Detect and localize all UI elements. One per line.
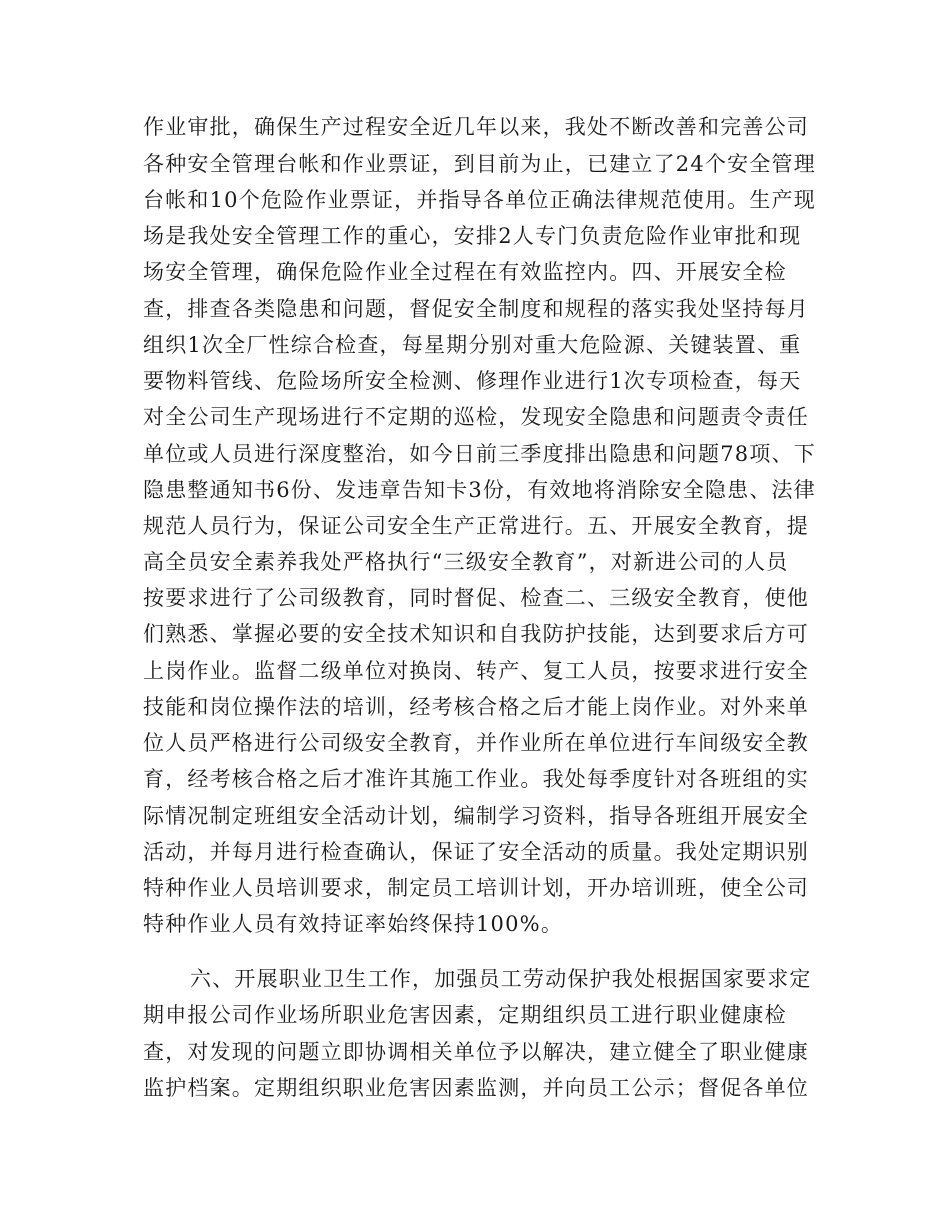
text-line: 查，对发现的问题立即协调相关单位予以解决，建立健全了职业健康: [143, 1040, 809, 1064]
text-line: 隐患整通知书6份、发违章告知卡3份，有效地将消除安全隐患、法律: [143, 478, 816, 502]
text-line: 组织1次全厂性综合检查，每星期分别对重大危险源、关键装置、重: [143, 333, 802, 357]
text-line: 场是我处安全管理工作的重心，安排2人专门负责危险作业审批和现: [143, 224, 802, 248]
text-line: 规范人员行为，保证公司安全生产正常进行。五、开展安全教育，提: [143, 514, 809, 538]
text-line: 要物料管线、危险场所安全检测、修理作业进行1次专项检查，每天: [143, 369, 802, 393]
text-line: 期申报公司作业场所职业危害因素，定期组织员工进行职业健康检: [143, 1003, 787, 1027]
text-line: 台帐和10个危险作业票证，并指导各单位正确法律规范使用。生产现: [143, 188, 816, 212]
text-line: 们熟悉、掌握必要的安全技术知识和自我防护技能，达到要求后方可: [143, 622, 809, 646]
text-line: 特种作业人员培训要求，制定员工培训计划，开办培训班，使全公司: [143, 876, 809, 900]
paragraph-first-line: 六、开展职业卫生工作，加强员工劳动保护我处根据国家要求定: [190, 967, 812, 991]
text-line: 场安全管理，确保危险作业全过程在有效监控内。四、开展安全检: [143, 260, 787, 284]
text-line: 查，排查各类隐患和问题，督促安全制度和规程的落实我处坚持每月: [143, 297, 809, 321]
text-line: 高全员安全素养我处严格执行“三级安全教育”，对新进公司的人员: [143, 550, 789, 574]
text-line: 单位或人员进行深度整治，如今日前三季度排出隐患和问题78项、下: [143, 442, 816, 466]
text-line: 特种作业人员有效持证率始终保持100%。: [143, 912, 564, 936]
text-line: 按要求进行了公司级教育，同时督促、检查二、三级安全教育，使他: [143, 586, 809, 610]
text-line: 各种安全管理台帐和作业票证，到目前为止，已建立了24个安全管理: [143, 152, 816, 176]
text-line: 对全公司生产现场进行不定期的巡检，发现安全隐患和问题责令责任: [143, 405, 809, 429]
text-line: 活动，并每月进行检查确认，保证了安全活动的质量。我处定期识别: [143, 840, 809, 864]
text-line: 育，经考核合格之后才准许其施工作业。我处每季度针对各班组的实: [143, 767, 809, 791]
text-line: 技能和岗位操作法的培训，经考核合格之后才能上岗作业。对外来单: [143, 695, 809, 719]
text-line: 监护档案。定期组织职业危害因素监测，并向员工公示；督促各单位: [143, 1076, 809, 1100]
text-line: 作业审批，确保生产过程安全近几年以来，我处不断改善和完善公司: [143, 115, 809, 139]
text-line: 位人员严格进行公司级安全教育，并作业所在单位进行车间级安全教: [143, 731, 809, 755]
text-line: 上岗作业。监督二级单位对换岗、转产、复工人员，按要求进行安全: [143, 659, 809, 683]
text-line: 际情况制定班组安全活动计划，编制学习资料，指导各班组开展安全: [143, 804, 809, 828]
